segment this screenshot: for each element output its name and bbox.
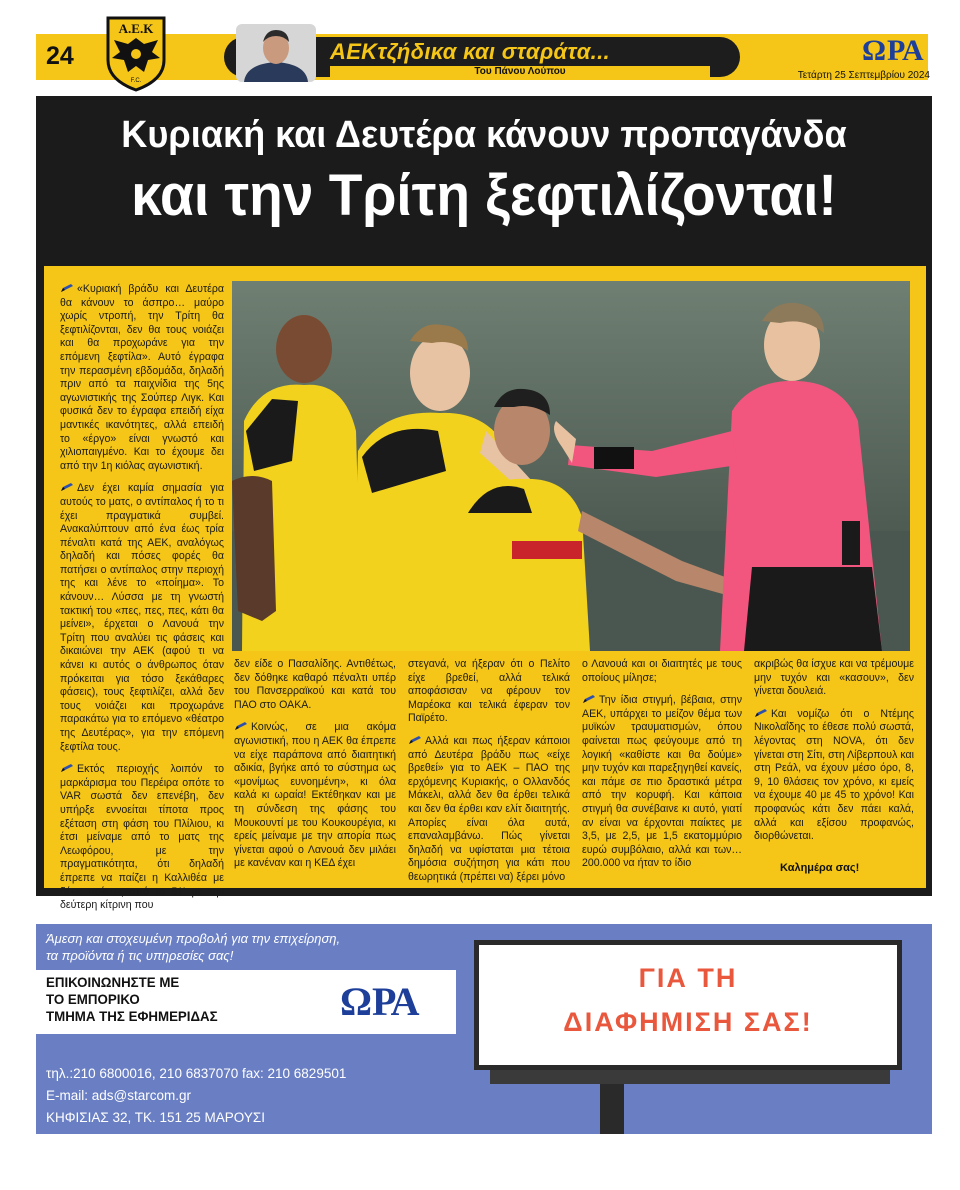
article-column-3 <box>408 658 570 894</box>
pen-icon <box>60 763 74 773</box>
crest-letters: Α.Ε.Κ <box>118 21 154 36</box>
match-photo <box>232 281 910 651</box>
billboard-base <box>490 1070 890 1084</box>
article-text: Εκτός περιοχής λοιπόν το μαρκάρισμα του Περέιρα οπότε το VAR σωστά δεν επενέβη, δεν υπήρξε εννοείται τίποτα προς εξέταση στη φάση του Πλίλιου, κι έτσι μείναμε από το ματς της Λεωφόρου, με την πραγματικότητα, ότι δηλαδή έπρεπε να παίζει η Καλλιθέα με δέκα παίκτες από το 51' με την δεύτερη κίτρινη που <box>60 763 224 912</box>
article-column-4 <box>582 658 742 880</box>
headline-line-2: και την Τρίτη ξεφτιλίζονται! <box>131 163 837 228</box>
article-column-1 <box>60 283 224 922</box>
article-text: ο Λανουά και οι διαιτητές με τους οποίους μίλησε; <box>582 658 742 684</box>
ad-tagline-line-1: Άμεση και στοχευμένη προβολή για την επιχείρηση, <box>46 931 341 946</box>
article-paragraph <box>408 735 570 885</box>
article-paragraph <box>234 658 396 712</box>
newspaper-logo: ΩΡΑ <box>862 34 925 67</box>
article-paragraph <box>60 763 224 913</box>
article-text: «Κυριακή βράδυ και Δευτέρα θα κάνουν το άσπρο… μαύρο χωρίς ντροπή, την Τρίτη θα ξεφτιλίζονται, δεν θα τους νοιάζει και θα προχωράνε για την επόμενη ξεφτίλα». Αυτό έγραφα την περασμένη εβδομάδα, δηλαδή πριν από τα παιχνίδια της 5ης αγωνιστικής της Σούπερ Λιγκ. Και φυσικά δεν το έγραφα επειδή είχα μαντικές ικανότητες, αλλά επειδή το «έργο» είναι γνωστό και χιλιοπαιγμένο. Και το έχουμε δει από την 1η κιόλας αγωνιστική. <box>60 283 224 472</box>
column-title: ΑΕΚτζήδικα και σταράτα... <box>330 39 610 64</box>
crest-subtitle: F.C. <box>130 78 142 84</box>
ad-address: ΚΗΦΙΣΙΑΣ 32, ΤΚ. 151 25 ΜΑΡΟΥΣΙ <box>46 1110 265 1125</box>
ad-logo: ΩΡΑ <box>340 979 420 1024</box>
article-text: Κοινώς, σε μια ακόμα αγωνιστική, που η ΑΕΚ θα έπρεπε να είχε παράπονα από διαιτητική αδικία, βγήκε από το σύστημα ως «μονίμως ευνοημένη», κι όλα καλά κι ωραία! Εκτέθηκαν και με τη σύνδεση της φάσης του Μουκουντί με του Κουκουρέγια, κι ερείς μείναμε με την απορία πως γίνεται αφού ο Λανουά δεν μιλάει με κανέναν και η ΚΕΔ έχει <box>234 721 396 870</box>
article-text: Δεν έχει καμία σημασία για αυτούς το ματς, ο αντίπαλος ή το τι έχει πραγματικά συμβεί. Ανακαλύπτουν από ένα έως τρία πέναλτι κατά της ΑΕΚ, αναλόγως δηλαδή και πόσες φορές θα πατήσει ο αντίπαλος στην περιοχή της και λένε το «ποίημα». Το κάνουν… Λύσσα με τη γνωστή τακτική του «πες, πες, πες, κάτι θα μείνει», έρχεται ο Λανουά την Τρίτη που αναλύει τις φάσεις και δικαιώνει την ΑΕΚ (αφού τι να κάνει κι αυτός ο άνθρωπος όταν πρόκειται για τόσο ξεκάθαρες φάσεις), τους ξεφτιλίζει, αλλά δεν τους νοιάζει και προχωράνε παρακάτω για το επόμενο «θέατρο της Δευτέρας», για την επόμενη ξεφτίλα τους. <box>60 482 224 753</box>
article-paragraph <box>60 482 224 754</box>
article-paragraph <box>234 721 396 871</box>
ad-contact <box>46 974 331 1025</box>
ad-tagline <box>46 930 466 964</box>
article-paragraph <box>582 694 742 871</box>
article-column-5 <box>754 658 914 853</box>
article-paragraph <box>754 708 914 844</box>
pen-icon <box>582 694 596 704</box>
pen-icon <box>754 708 768 718</box>
billboard-line-1: ΓΙΑ ΤΗ <box>638 963 738 993</box>
article-text: Και νομίζω ότι ο Ντέμης Νικολαΐδης το έθεσε πολύ σωστά, λέγοντας στη NOVA, ότι δεν γίνεται στη Σίτι, στη Λίβερπουλ και στη Ρεάλ, να έχουν μέσο όρο, 8, 9, 10 θλάσεις τον χρόνο, κι εμείς να έχουμε 40 με 45 το χρόνο! Και προφανώς κάτι δεν πάει καλά, αλλά και εξίσου προφανώς, διορθώνεται. <box>754 707 914 843</box>
pen-icon <box>60 283 74 293</box>
billboard-line-2: ΔΙΑΦΗΜΙΣΗ ΣΑΣ! <box>563 1007 813 1037</box>
article-text: στεγανά, να ήξεραν ότι ο Πελίτο είχε βρεθεί, αλλά τελικά αποφάσισαν να φέρουν τον Μαρέοκα και τελικά έφεραν τον Παϊρέτο. <box>408 658 570 725</box>
sign-off: Καλημέρα σας! <box>780 862 860 874</box>
ad-email: E-mail: ads@starcom.gr <box>46 1088 191 1103</box>
article-paragraph <box>60 283 224 473</box>
article-paragraph <box>754 658 914 699</box>
issue-date: Τετάρτη 25 Σεπτεμβρίου 2024 <box>797 70 930 81</box>
pen-icon <box>234 721 248 731</box>
billboard-text <box>474 956 902 1044</box>
column-byline: Του Πάνου Λούπου <box>330 66 710 78</box>
headline-line-1: Κυριακή και Δευτέρα κάνουν προπαγάνδα <box>121 114 847 156</box>
ad-phone: τηλ.:210 6800016, 210 6837070 fax: 210 6829501 <box>46 1066 347 1081</box>
article-text: δεν είδε ο Πασαλίδης. Αντιθέτως, δεν δόθηκε καθαρό πέναλτι υπέρ του Πανσερραϊκού και κατά του ΠΑΟ στο ΟΑΚΑ. <box>234 658 396 711</box>
author-photo <box>236 24 316 82</box>
page-number: 24 <box>46 42 74 70</box>
billboard-post <box>600 1084 624 1134</box>
article-text: ακριβώς θα ίσχυε και να τρέμουμε μην τυχόν και «κασουν», δεν γίνεται δουλειά. <box>754 658 914 698</box>
pen-icon <box>60 482 74 492</box>
ad-contact-line-1: ΕΠΙΚΟΙΝΩΝΗΣΤΕ ΜΕ <box>46 974 180 990</box>
aek-crest-icon <box>104 14 168 92</box>
pen-icon <box>408 735 422 745</box>
article-column-2 <box>234 658 396 880</box>
headline <box>36 110 932 232</box>
article-text: Αλλά και πως ήξεραν κάποιοι από Δευτέρα βράδυ πως «είχε βρεθεί» για το ΑΕΚ – ΠΑΟ της ερχόμενης Κυριακής, ο Ολλανδός Μάκελι, αλλά δεν θα έρθει τελικά και δεν θα έρθει καν ελίτ διαιτητής. Απορίες είναι όλα αυτά, επαναλαμβάνω. Πώς γίνεται δηλαδή να υφίσταται μια τέτοια δημόσια συζήτηση για κάτι που θεωρητικά (πρέπει να) ξέρει μόνο <box>408 734 570 883</box>
article-paragraph <box>582 658 742 685</box>
ad-contact-line-3: ΤΜΗΜΑ ΤΗΣ ΕΦΗΜΕΡΙΔΑΣ <box>46 1008 218 1024</box>
article-paragraph <box>408 658 570 726</box>
article-text: Την ίδια στιγμή, βέβαια, στην ΑΕΚ, υπάρχει το μείζον θέμα των μυϊκών τραυματισμών, όπου φαίνεται πως φεύγουμε από τη λογική «καθίστε και θα δούμε» μην τυχόν και παρεξηγηθεί κανείς, και πάμε σε πιο δραστικά μέτρα από την κορυφή. Και κάποια στιγμή θα συνέβαινε κι αυτό, γιατί αν είναι να έρχονται παίκτες με 3,5, με 2,5, με 1,5 εκατομμύριο ευρώ συμβόλαιο, αλλά και των… 200.000 να ήταν το ίδιο <box>582 694 742 870</box>
ad-tagline-line-2: τα προϊόντα ή τις υπηρεσίες σας! <box>46 948 234 963</box>
ad-contact-line-2: ΤΟ ΕΜΠΟΡΙΚΟ <box>46 991 140 1007</box>
